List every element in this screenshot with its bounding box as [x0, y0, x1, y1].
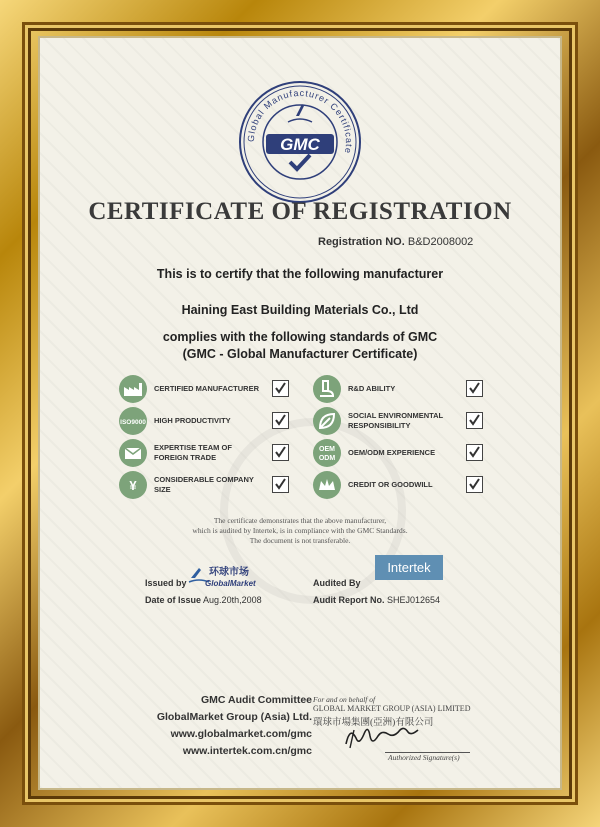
feature-label: R&D ABILITY — [348, 384, 396, 393]
audit-report-label: Audit Report No. — [313, 595, 385, 605]
feature-label: HIGH PRODUCTIVITY — [154, 416, 231, 425]
statement-line: The certificate demonstrates that the above manufacturer, — [213, 516, 387, 525]
check-social-environmental — [466, 412, 483, 429]
checkmark-icon — [467, 381, 482, 396]
issued-by — [145, 578, 187, 588]
feature-label: CONSIDERABLE COMPANY SIZE — [154, 475, 254, 494]
gmc-seal-icon — [238, 80, 362, 204]
checkmark-icon — [467, 445, 482, 460]
leaf-icon — [312, 406, 342, 436]
certificate-title: CERTIFICATE OF REGISTRATION — [88, 198, 512, 225]
footer-line: GMC Audit Committee — [200, 694, 312, 706]
registration-value: B&D2008002 — [407, 236, 474, 248]
date-of-issue — [145, 595, 262, 605]
issued-by-label: Issued by — [145, 578, 187, 588]
crown-icon — [312, 470, 342, 500]
iso9000-icon — [118, 406, 148, 436]
check-credit-goodwill — [466, 476, 483, 493]
checkmark-icon — [273, 477, 288, 492]
feature-label: CERTIFIED MANUFACTURER — [154, 384, 259, 393]
date-label: Date of Issue — [145, 595, 202, 605]
authorized-signature-label: Authorized Signature(s) — [385, 752, 470, 762]
intertek-logo: Intertek — [375, 555, 443, 580]
footer-line: GlobalMarket Group (Asia) Ltd. — [156, 711, 312, 723]
behalf-company-cn: 環球市場集團(亞洲)有限公司 — [313, 718, 434, 728]
audited-by-label: Audited By — [313, 578, 361, 588]
checkmark-icon — [273, 381, 288, 396]
audit-report — [313, 595, 440, 605]
checkmark-icon — [273, 445, 288, 460]
seal-ring-text: Global Manufacturer Certificate — [245, 87, 355, 155]
microscope-icon — [312, 374, 342, 404]
odm-icon-text: ODM — [318, 455, 336, 462]
globalmarket-logo — [187, 564, 267, 588]
oem-odm-icon — [312, 438, 342, 468]
yen-icon-text: ¥ — [129, 478, 137, 493]
behalf-text: For and on behalf of — [313, 695, 376, 704]
checkmark-icon — [467, 477, 482, 492]
complies-text: complies with the following standards of GMC — [162, 330, 438, 344]
globalmarket-logo-cn: 环球市场 — [209, 567, 249, 578]
feature-label: EXPERTISE TEAM OF FOREIGN TRADE — [154, 443, 232, 462]
certificate-paper — [40, 38, 560, 788]
feature-label: SOCIAL ENVIRONMENTAL RESPONSIBILITY — [348, 411, 444, 430]
seal-center-text: GMC — [280, 135, 320, 154]
oem-icon-text: OEM — [319, 446, 335, 453]
check-company-size — [272, 476, 289, 493]
iso9000-icon-text: ISO9000 — [120, 419, 146, 426]
gmc-full-name: (GMC - Global Manufacturer Certificate) — [182, 347, 418, 361]
checkmark-icon — [273, 413, 288, 428]
registration-label: Registration NO. — [318, 236, 405, 248]
footer-link[interactable]: www.intertek.com.cn/gmc — [182, 745, 312, 757]
check-oem-odm — [466, 444, 483, 461]
statement-line: which is audited by Intertek, is in compliance with the GMC Standards. — [192, 526, 408, 535]
check-certified-manufacturer — [272, 380, 289, 397]
check-high-productivity — [272, 412, 289, 429]
audited-by — [313, 578, 361, 588]
globalmarket-logo-en: GlobalMarket — [205, 579, 256, 588]
statement-line: The document is not transferable. — [249, 536, 351, 545]
registration-number — [318, 236, 473, 248]
envelope-icon — [118, 438, 148, 468]
check-expertise-team — [272, 444, 289, 461]
feature-label: CREDIT OR GOODWILL — [348, 480, 433, 489]
signature-icon — [340, 720, 430, 752]
feature-label: OEM/ODM EXPERIENCE — [348, 448, 436, 457]
footer-link[interactable]: www.globalmarket.com/gmc — [170, 728, 312, 740]
yen-bag-icon — [118, 470, 148, 500]
behalf-company-en: GLOBAL MARKET GROUP (ASIA) LIMITED — [313, 704, 471, 713]
company-name: Haining East Building Materials Co., Ltd — [181, 303, 419, 317]
intro-text: This is to certify that the following manufacturer — [156, 267, 444, 281]
check-rd-ability — [466, 380, 483, 397]
checkmark-icon — [467, 413, 482, 428]
factory-icon — [118, 374, 148, 404]
date-value: Aug.20th,2008 — [203, 595, 262, 605]
audit-report-value: SHEJ012654 — [387, 595, 441, 605]
